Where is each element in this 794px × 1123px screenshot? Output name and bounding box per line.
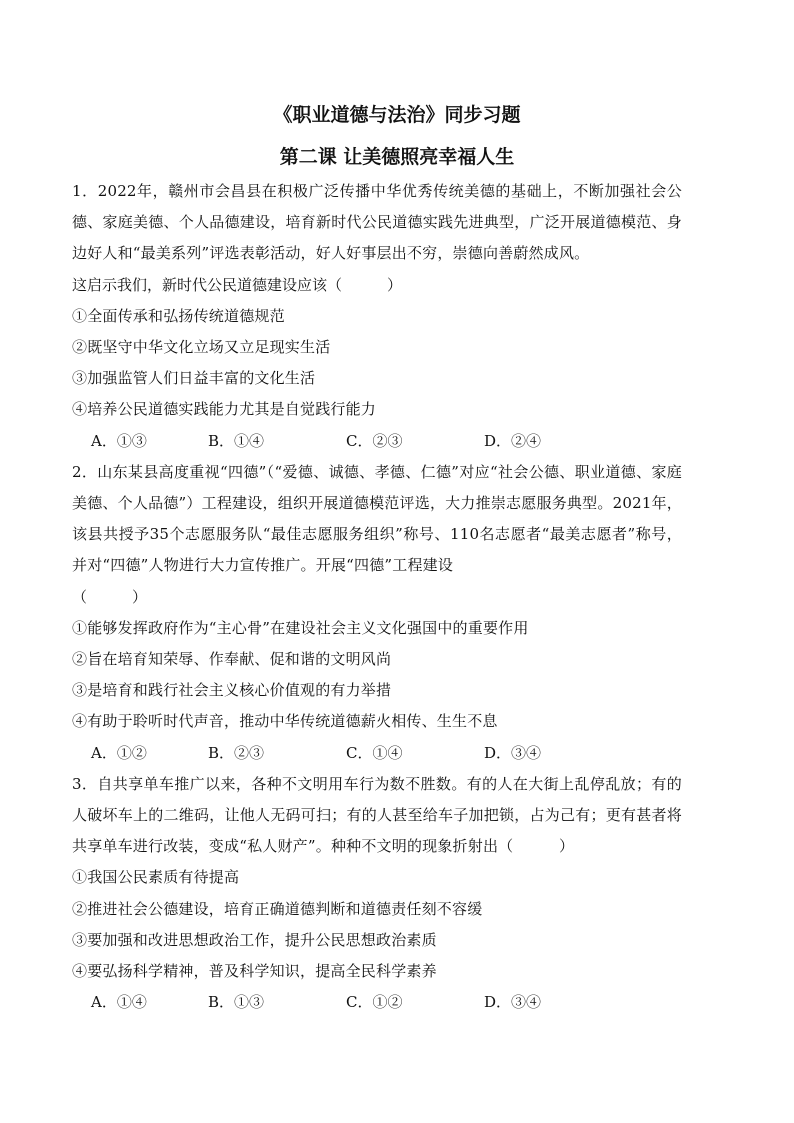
question-2: [72, 457, 682, 769]
question-3-statement-3: ③要加强和改进思想政治工作，提升公民思想政治素质: [72, 930, 437, 949]
question-1-statement-3: ③加强监管人们日益丰富的文化生活: [72, 369, 316, 388]
question-1-choice-c[interactable]: C．②③: [346, 431, 403, 450]
document-title: 《职业道德与法治》同步习题: [273, 104, 521, 126]
question-2-stem: 2．山东某县高度重视“四德”（“爱德、诚德、孝德、仁德”对应“社会公德、职业道德、家庭美德、个人品德”）工程建设，组织开展道德模范评选，大力推崇志愿服务典型。2021年，该县共授予35个志愿服务队“最佳志愿服务组织”称号、110名志愿者“最美志愿者”称号，并对“四德”人物进行大力宣传推广。开展“四德”工程建设: [72, 462, 682, 575]
question-1-choice-d[interactable]: D．②④: [484, 431, 542, 450]
question-3-statement-1: ①我国公民素质有待提高: [72, 868, 240, 887]
question-1: [72, 176, 682, 457]
question-1-choice-a[interactable]: A．①③: [91, 431, 147, 450]
question-2-choice-c[interactable]: C．①④: [346, 743, 403, 762]
question-3: [72, 769, 682, 1019]
question-2-choice-b[interactable]: B．②③: [208, 743, 265, 762]
question-1-statement-1: ①全面传承和弘扬传统道德规范: [72, 306, 285, 325]
question-3-statement-2: ②推进社会公德建设，培育正确道德判断和道德责任刻不容缓: [72, 899, 483, 918]
question-1-statement-4: ④培养公民道德实践能力尤其是自觉践行能力: [72, 400, 377, 419]
question-3-choice-c[interactable]: C．①②: [346, 993, 403, 1012]
question-2-choice-d[interactable]: D．③④: [484, 743, 542, 762]
question-1-stem: 1．2022年，赣州市会昌县在积极广泛传播中华优秀传统美德的基础上，不断加强社会公德、家庭美德、个人品德建设，培育新时代公民道德实践先进典型，广泛开展道德模范、身边好人和“最美系列”评选表彰活动，好人好事层出不穷，崇德向善蔚然成风。: [72, 182, 682, 263]
question-1-answer-choices: [72, 426, 682, 457]
question-3-choice-d[interactable]: D．③④: [484, 993, 542, 1012]
question-2-answer-choices: [72, 738, 682, 769]
lesson-subtitle: 第二课 让美德照亮幸福人生: [279, 146, 515, 168]
question-2-statement-3: ③是培育和践行社会主义核心价值观的有力举措: [72, 681, 392, 700]
question-2-statement-1: ①能够发挥政府作为“主心骨”在建设社会主义文化强国中的重要作用: [72, 618, 529, 637]
question-2-statement-4: ④有助于聆听时代声音，推动中华传统道德薪火相传、生生不息: [72, 712, 498, 731]
question-3-stem: 3．自共享单车推广以来，各种不文明用车行为数不胜数。有的人在大街上乱停乱放；有的人破坏车上的二维码，让他人无码可扫；有的人甚至给车子加把锁，占为己有；更有甚者将共享单车进行改装，变成“私人财产”。种种不文明的现象折射出（ ）: [72, 774, 682, 856]
question-list: [72, 176, 682, 1018]
question-1-statement-2: ②既坚守中华文化立场又立足现实生活: [72, 338, 331, 357]
question-2-choice-a[interactable]: A．①②: [91, 743, 147, 762]
question-3-answer-choices: [72, 987, 682, 1018]
question-3-choice-b[interactable]: B．①③: [208, 993, 265, 1012]
question-2-statement-2: ②旨在培育知荣辱、作奉献、促和谐的文明风尚: [72, 650, 392, 669]
question-2-stem-end: （ ）: [72, 587, 148, 606]
question-1-stem-end: 这启示我们，新时代公民道德建设应该（ ）: [72, 275, 403, 294]
question-3-choice-a[interactable]: A．①④: [91, 993, 147, 1012]
question-3-statement-4: ④要弘扬科学精神，普及科学知识，提高全民科学素养: [72, 962, 437, 981]
question-1-choice-b[interactable]: B．①④: [208, 431, 265, 450]
